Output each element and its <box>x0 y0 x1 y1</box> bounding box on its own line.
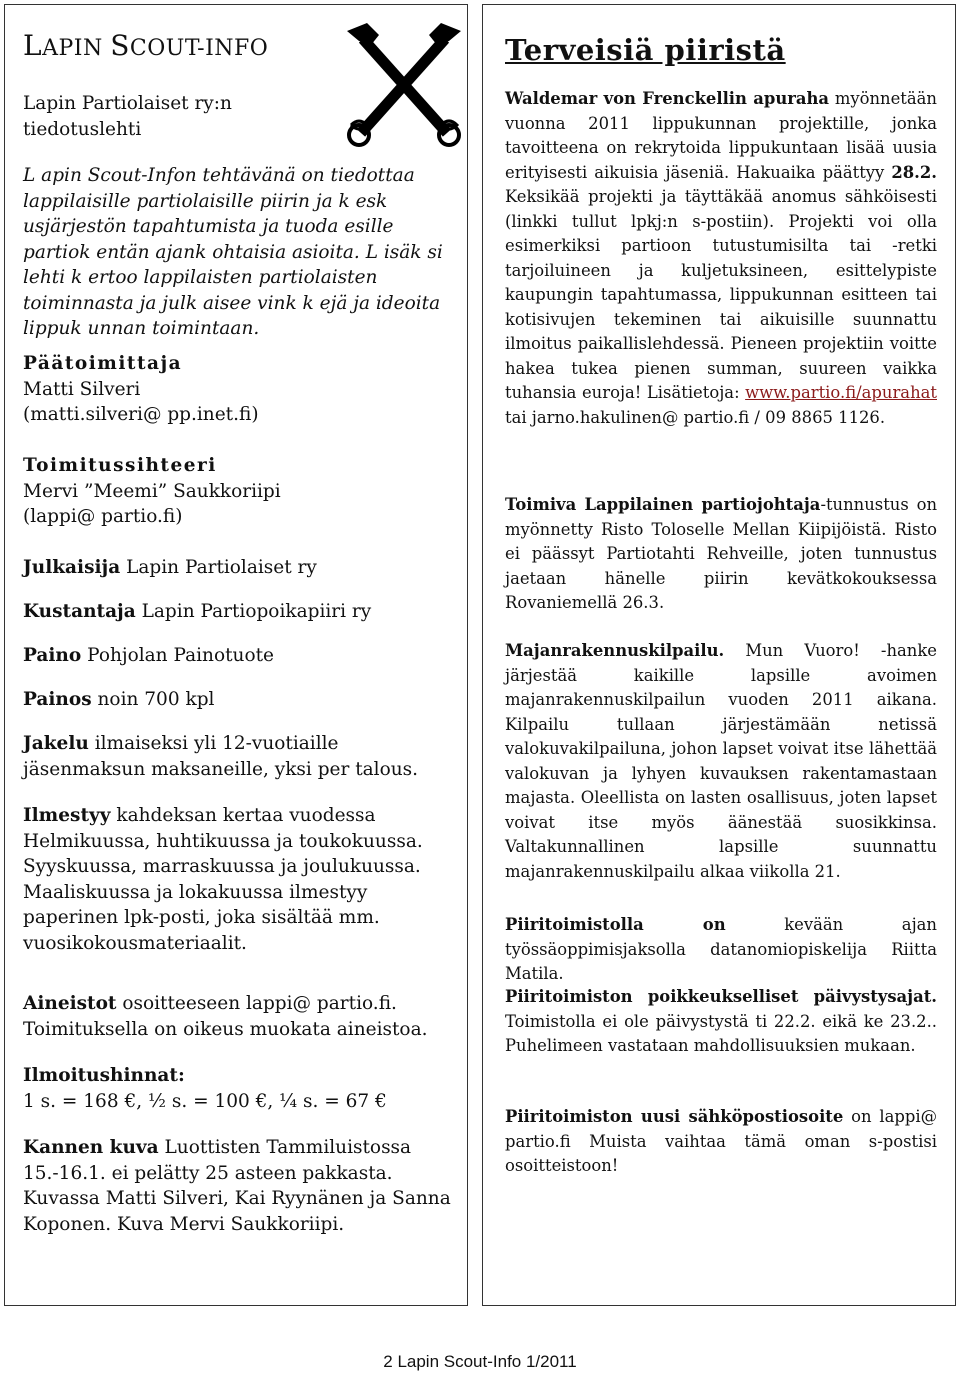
grant-link[interactable]: www.partio.fi/apurahat <box>745 383 937 402</box>
cover-text: Kannen kuva Luottisten Tammiluistossa 15.-16.1. ei pelätty 25 asteen pakkasta. Kuvassa Matti Silveri, Kai Ryynänen ja Sanna Koponen. Kuva Mervi Saukkoriipi. <box>23 1137 451 1235</box>
editor-email: (matti.silveri@ pp.inet.fi) <box>23 404 259 425</box>
edition-line: Painos noin 700 kpl <box>23 689 215 710</box>
hut-contest-paragraph: Majanrakennuskilpailu. Mun Vuoro! -hanke järjestää kaikille lapsille avoimen majanrakennuskilpailun vuoden 2011 aikana. Kilpailu tullaan järjestämään netissä valokuvakilpailuna, johon lapset voivat itse lähettää valokuvan ja lyhyen kuvauksen rakentamastaan majasta. Oleellista on lasten osallisuus, joten lapset voivat itse myös äänestää suosikkinsa. Valtakunnallinen lapsille suunnattu majanrakennuskilpailu alkaa viikolla 21. <box>505 641 937 881</box>
issues-block: Ilmestyy kahdeksan kertaa vuodessa Helmikuussa, huhtikuussa ja toukokuussa. Syyskuussa, marraskuussa ja joulukuussa. Maaliskuussa ja lokakuussa ilmestyy paperinen lpk-posti, joka sisältää mm. vuosikokousmateriaalit. <box>23 805 423 954</box>
secretary-block <box>23 453 459 530</box>
intro-text: L apin Scout-Infon tehtävänä on tiedottaa lappilaisille partiolaisille piirin ja k esk usjärjestön tapahtumista ja tuoda esille partiok entän ajank ohtaisia asioita. L isäk si lehti k ertoo lappilaisten partiolaisten toiminnasta ja julk aisee vink k ejä ja ideoita lippuk unnan toimintaan. <box>23 165 443 339</box>
office-hours-paragraph: Piiritoimiston poikkeukselliset päivystysajat. Toimistolla ei ole päivystystä ti 22.2. eikä ke 23.2.. Puhelimeen vastataan mahdollisuuksien mukaan. <box>505 987 937 1055</box>
print-line: Paino Pohjolan Painotuote <box>23 645 274 666</box>
distribution-text: Jakelu ilmaiseksi yli 12-vuotiaille jäsenmaksun maksaneille, yksi per talous. <box>23 733 419 780</box>
publisher-line: Julkaisija Lapin Partiolaiset ry <box>23 557 317 578</box>
crossed-keys-emblem <box>343 23 465 151</box>
ads-block <box>23 1063 459 1114</box>
subtitle: Lapin Partiolaiset ry:n tiedotuslehti <box>23 93 232 140</box>
office-intern-paragraph: Piiritoimistolla on kevään ajan työssäoppimisjaksolla datanomiopiskelija Riitta Matila. <box>505 915 937 983</box>
new-email-paragraph: Piiritoimiston uusi sähköpostiosoite on lappi@ partio.fi Muista vaihtaa tämä oman s-postisi osoitteistoon! <box>505 1107 937 1175</box>
ads-label: Ilmoitushinnat: <box>23 1065 185 1086</box>
page-footer: 2 Lapin Scout-Info 1/2011 <box>383 1352 577 1371</box>
editor-name: Matti Silveri <box>23 378 141 400</box>
news-title: Terveisiä piiristä <box>505 33 786 67</box>
grant-paragraph: Waldemar von Frenckellin apuraha myönnetään vuonna 2011 lippukunnan projektille, jonka tavoitteena on rekrytoida lippukuntaan lisää uusia erityisesti aikuisia jäseniä. Hakuaika päättyy 28.2. Keksikää projekti ja täyttäkää anomus sähköisesti (linkki tullut lpkj:n s-postiin). Projekti voi olla esimerkiksi partioon tutustumisilta tai -retki tarjoiluineen ja kuljetuksineen, esittelypiste kaupungin tapahtumassa, lippukunnan esitteen tai kotisivujen tekeminen tai aikuisille suunnattu ilmoitus paikallislehdessä. Pieneen projektiin voitte hakea tukea pienen summan, suureen vaikka tuhansia euroja! Lisätietoja: www.partio.fi/apurahat tai jarno.hakulinen@ partio.fi / 09 8865 1126. <box>505 89 937 427</box>
leader-award-paragraph: Toimiva Lappilainen partiojohtaja-tunnustus on myönnetty Risto Toloselle Mellan Kiipijöistä. Risto ei päässyt Partiotahti Rehveille, joten tunnustus jaetaan hänelle piirin kevätkokouksessa Rovaniemellä 26.3. <box>505 495 938 612</box>
editor-label: Päätoimittaja <box>23 353 183 374</box>
info-column <box>4 4 468 1306</box>
news-column <box>482 4 956 1306</box>
ad-prices: 1 s. = 168 €, ½ s. = 100 €, ¼ s. = 67 € <box>23 1090 387 1112</box>
funder-line: Kustantaja Lapin Partiopoikapiiri ry <box>23 601 372 622</box>
masthead: LAPIN SCOUT-INFO <box>23 29 269 62</box>
secretary-name: Mervi ”Meemi” Saukkoriipi <box>23 480 281 502</box>
secretary-email: (lappi@ partio.fi) <box>23 506 183 527</box>
secretary-label: Toimitussihteeri <box>23 455 217 476</box>
editor-block <box>23 351 459 428</box>
materials-text: Aineistot osoitteeseen lappi@ partio.fi. Toimituksella on oikeus muokata aineistoa. <box>23 993 428 1040</box>
